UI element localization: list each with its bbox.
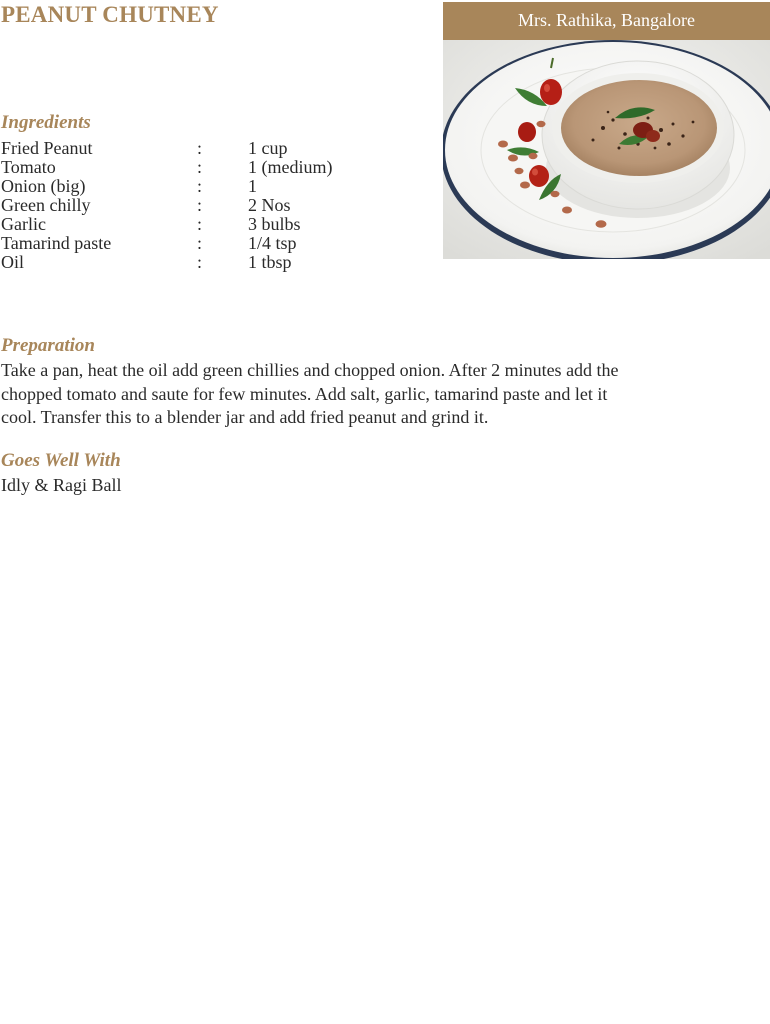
- ingredient-quantity: 1 tbsp: [248, 252, 292, 272]
- ingredient-row: [1, 215, 408, 234]
- ingredient-row: [1, 177, 408, 196]
- recipe-title: PEANUT CHUTNEY: [1, 2, 219, 27]
- ingredients-list: [1, 139, 408, 272]
- preparation-heading: Preparation: [1, 335, 95, 356]
- ingredient-quantity: 1/4 tsp: [248, 233, 297, 253]
- goes-well-with-heading: Goes Well With: [1, 450, 121, 471]
- author-credit: Mrs. Rathika, Bangalore: [443, 2, 770, 40]
- ingredient-row: [1, 253, 408, 272]
- ingredient-name: Green chilly: [1, 195, 91, 215]
- ingredient-separator: :: [197, 176, 203, 196]
- ingredient-separator: :: [197, 214, 203, 234]
- ingredient-name: Fried Peanut: [1, 138, 93, 158]
- ingredient-name: Onion (big): [1, 176, 86, 196]
- ingredients-heading: Ingredients: [1, 112, 91, 133]
- preparation-text: Take a pan, heat the oil add green chillies and chopped onion. After 2 minutes add the chopped tomato and saute for few minutes. Add salt, garlic, tamarind paste and let it cool. Transfer this to a blender jar and add fried peanut and grind it.: [1, 360, 619, 427]
- ingredient-name: Garlic: [1, 214, 46, 234]
- ingredient-row: [1, 196, 408, 215]
- ingredient-quantity: 3 bulbs: [248, 214, 301, 234]
- ingredient-quantity: 2 Nos: [248, 195, 291, 215]
- ingredient-quantity: 1: [248, 176, 257, 196]
- ingredient-row: [1, 234, 408, 253]
- ingredient-separator: :: [197, 195, 203, 215]
- recipe-photo-card: [443, 2, 770, 259]
- ingredient-row: [1, 158, 408, 177]
- goes-well-with-text: Idly & Ragi Ball: [1, 475, 122, 495]
- ingredient-row: [1, 139, 408, 158]
- ingredient-separator: :: [197, 233, 203, 253]
- ingredient-name: Oil: [1, 252, 25, 272]
- chutney-bowl-photo: [443, 40, 770, 259]
- ingredient-separator: :: [197, 138, 203, 158]
- ingredient-quantity: 1 (medium): [248, 157, 333, 177]
- ingredient-name: Tamarind paste: [1, 233, 112, 253]
- ingredient-separator: :: [197, 157, 203, 177]
- ingredient-quantity: 1 cup: [248, 138, 288, 158]
- ingredient-name: Tomato: [1, 157, 56, 177]
- ingredient-separator: :: [197, 252, 203, 272]
